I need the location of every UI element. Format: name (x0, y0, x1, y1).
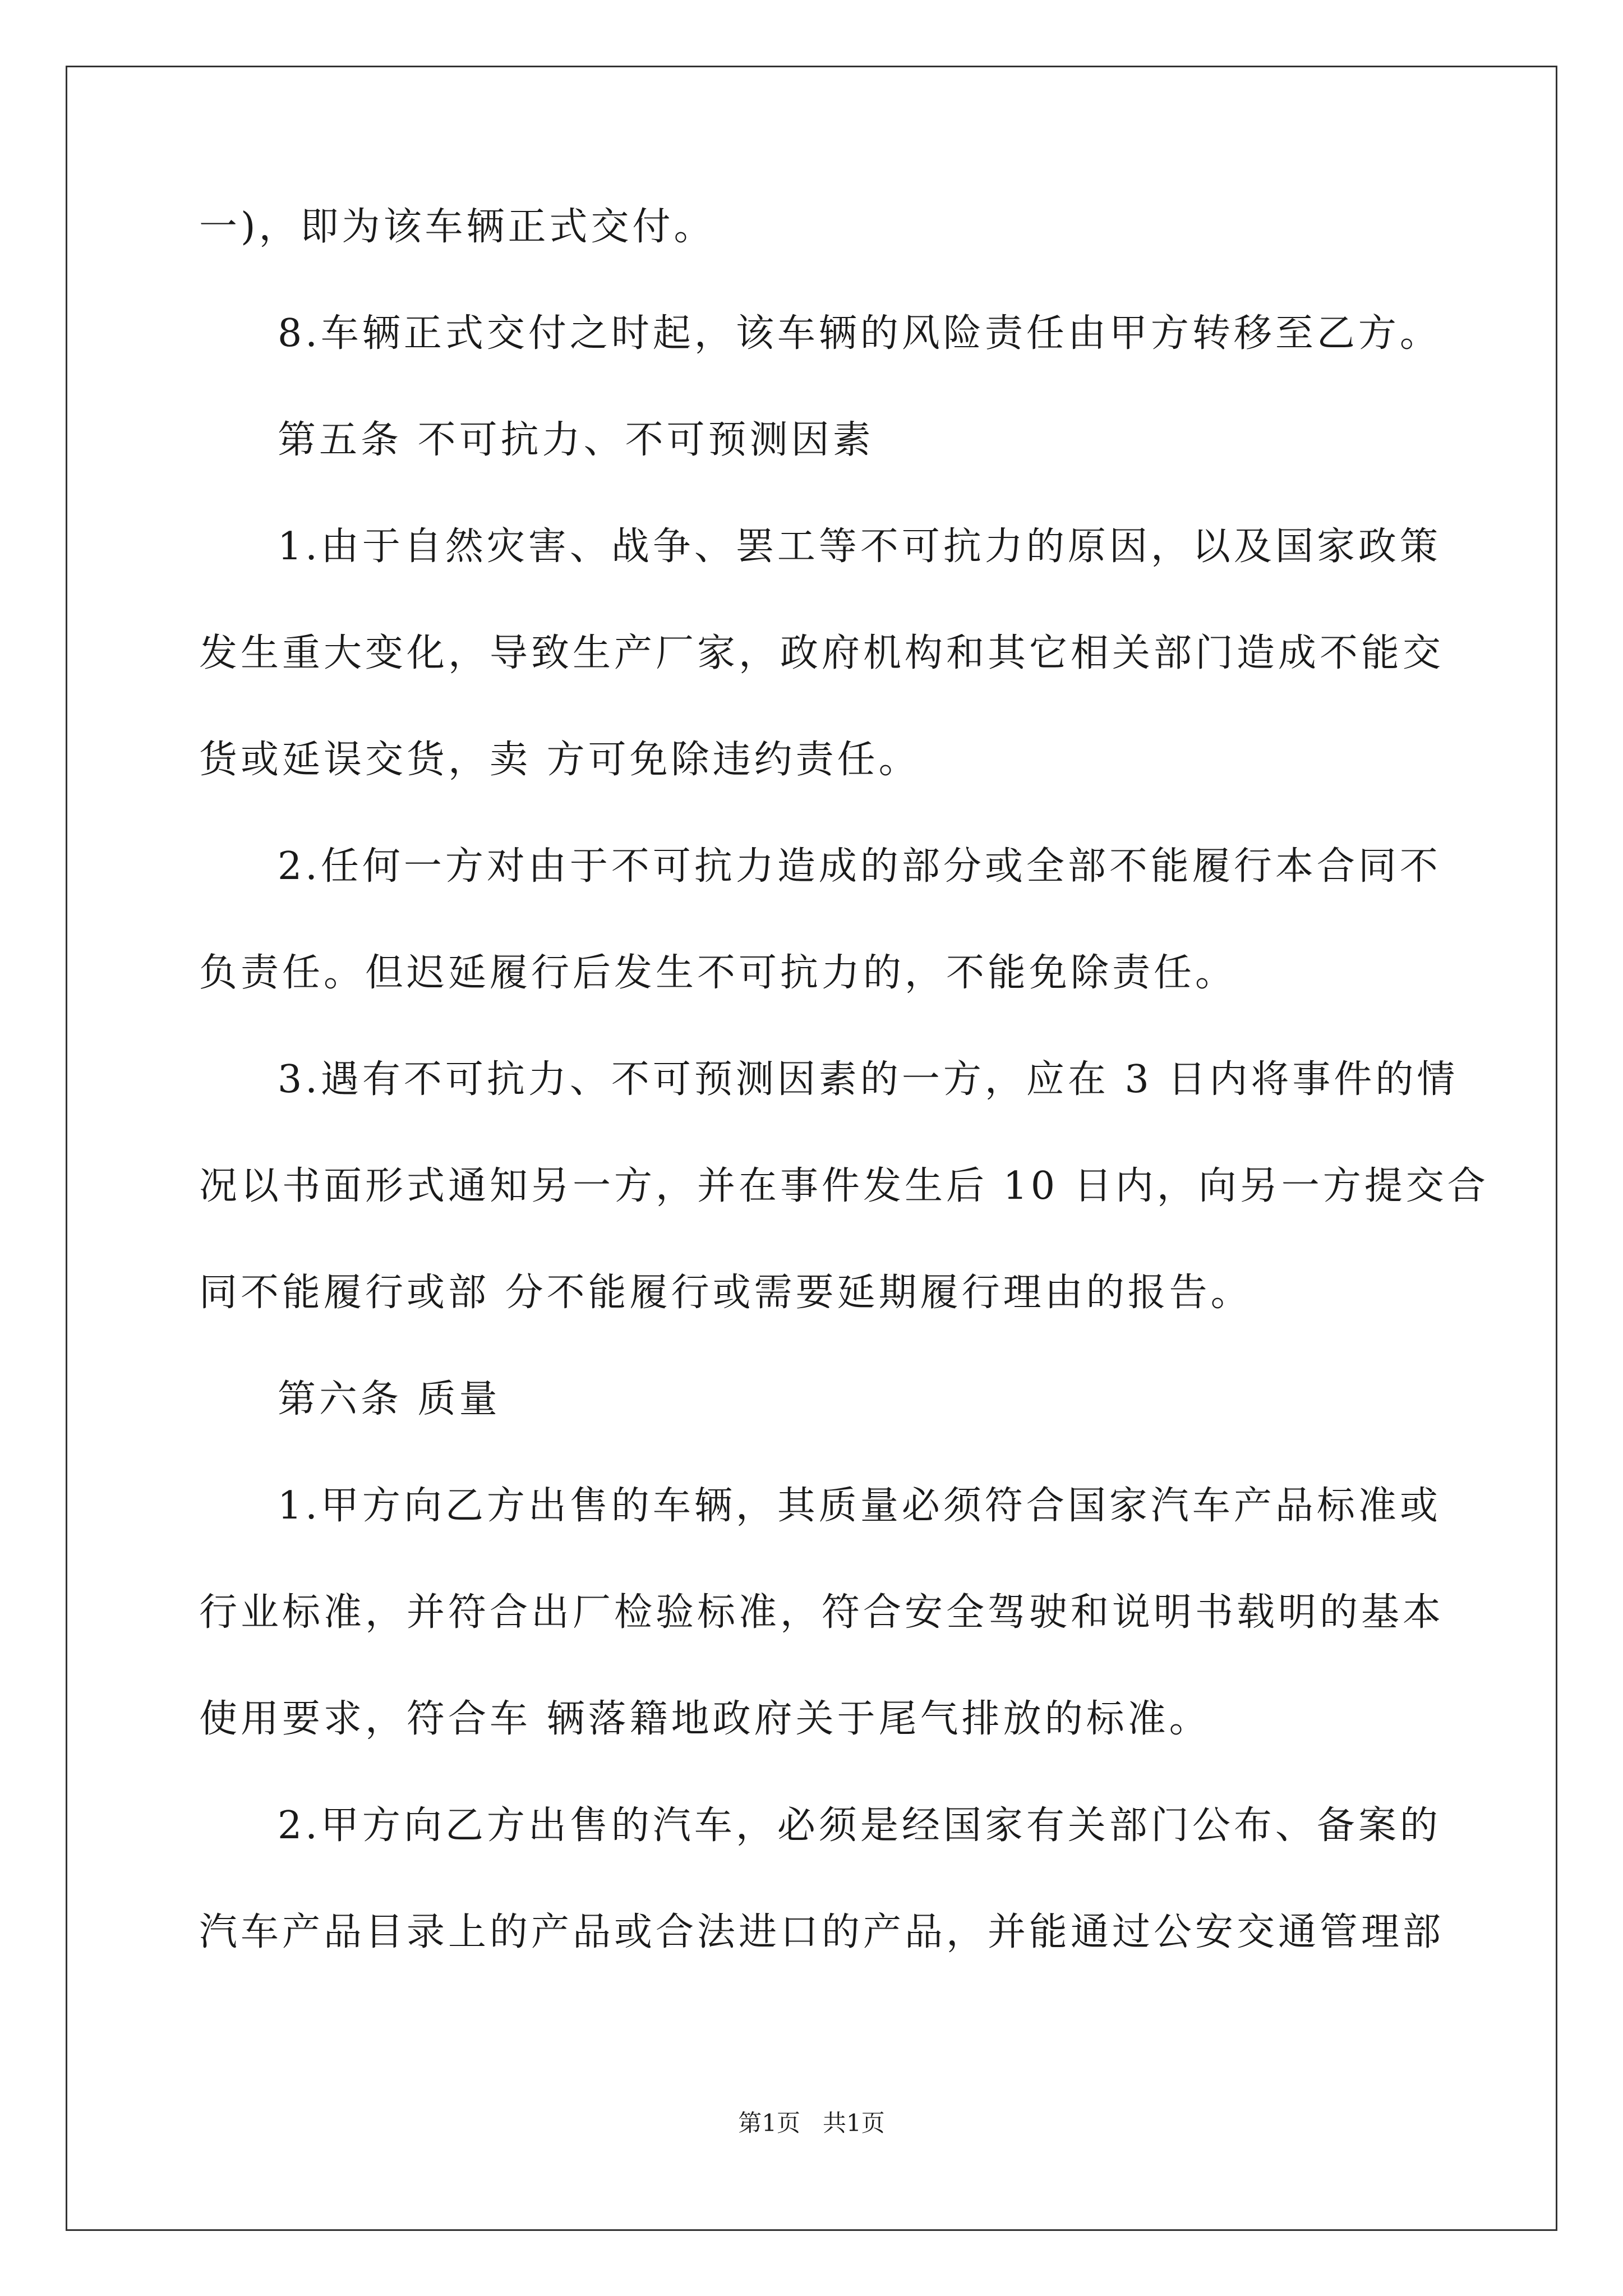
paragraph-line: 3.遇有不可抗力、不可预测因素的一方，应在 3 日内将事件的情 (278, 1057, 1459, 1102)
paragraph-line: 行业标准，并符合出厂检验标准，符合安全驾驶和说明书载明的基本 (199, 1590, 1445, 1635)
paragraph-line: 况以书面形式通知另一方，并在事件发生后 10 日内，向另一方提交合 (199, 1164, 1489, 1208)
page-footer: 第1页 共1页 (738, 2109, 885, 2137)
paragraph-line: 1.由于自然灾害、战争、罢工等不可抗力的原因，以及国家政策 (278, 524, 1441, 569)
paragraph-line: 同不能履行或部 分不能履行或需要延期履行理由的报告。 (199, 1271, 1252, 1315)
paragraph-line: 一)，即为该车辆正式交付。 (199, 205, 716, 249)
paragraph-line: 发生重大变化，导致生产厂家，政府机构和其它相关部门造成不能交 (199, 631, 1445, 675)
paragraph-line: 2.任何一方对由于不可抗力造成的部分或全部不能履行本合同不 (278, 844, 1441, 889)
paragraph-line: 8.车辆正式交付之时起，该车辆的风险责任由甲方转移至乙方。 (278, 311, 1441, 356)
section-heading: 第六条 质量 (278, 1377, 501, 1421)
paragraph-line: 货或延误交货，卖 方可免除违约责任。 (199, 738, 920, 782)
paragraph-line: 1.甲方向乙方出售的车辆，其质量必须符合国家汽车产品标准或 (278, 1484, 1441, 1528)
section-heading: 第五条 不可抗力、不可预测因素 (278, 418, 874, 462)
page-border (66, 66, 1557, 2231)
paragraph-line: 负责任。但迟延履行后发生不可抗力的，不能免除责任。 (199, 951, 1237, 995)
paragraph-line: 2.甲方向乙方出售的汽车，必须是经国家有关部门公布、备案的 (278, 1803, 1441, 1848)
paragraph-line: 汽车产品目录上的产品或合法进口的产品，并能通过公安交通管理部 (199, 1910, 1445, 1954)
paragraph-line: 使用要求，符合车 辆落籍地政府关于尾气排放的标准。 (199, 1697, 1211, 1741)
